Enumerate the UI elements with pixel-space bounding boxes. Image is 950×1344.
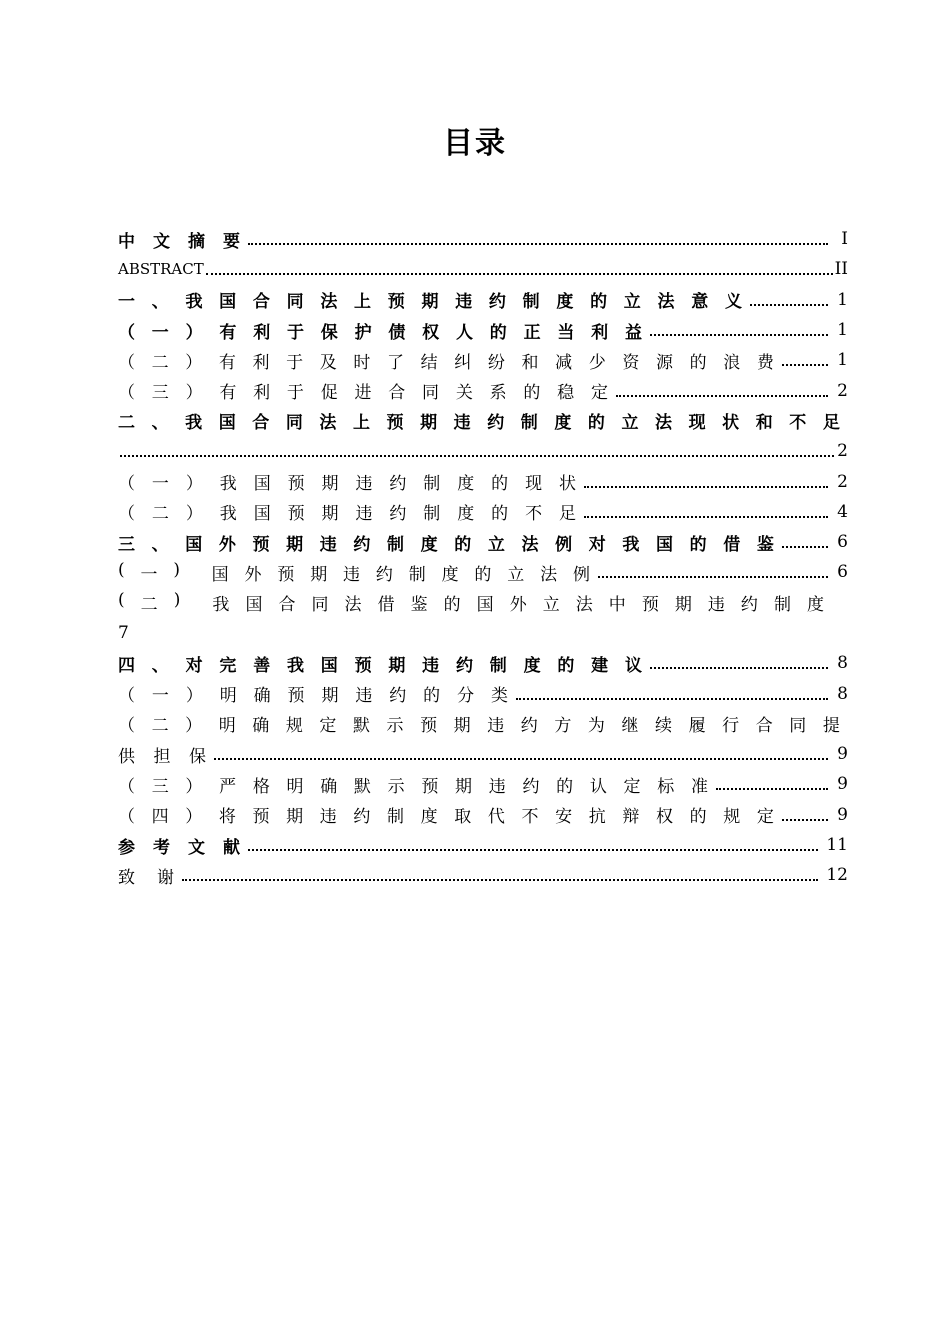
toc-page-number: 2 xyxy=(837,380,848,401)
dot-leader xyxy=(584,516,828,518)
dot-leader xyxy=(516,698,828,700)
toc-entry-continuation[interactable] xyxy=(118,739,848,769)
toc-entry-label: ( 一 ) 国 外 预 期 违 约 制 度 的 立 法 例 xyxy=(118,559,590,585)
toc-entry-label: （ 三 ） 有 利 于 促 进 合 同 关 系 的 稳 定 xyxy=(118,383,608,404)
toc-page-number: 4 xyxy=(837,501,848,522)
toc-entry-label: （ 二 ） 有 利 于 及 时 了 结 纠 纷 和 减 少 资 源 的 浪 费 xyxy=(118,352,774,373)
dot-leader xyxy=(182,879,818,881)
toc-entry[interactable] xyxy=(118,315,848,345)
toc-page-number: 1 xyxy=(837,350,848,371)
toc-entry-continuation[interactable] xyxy=(118,618,848,648)
toc-entry[interactable] xyxy=(118,345,848,375)
toc-entry-label: 致 谢 xyxy=(118,867,174,888)
toc-entry[interactable] xyxy=(118,678,848,708)
dot-leader xyxy=(248,243,828,245)
table-of-contents xyxy=(118,224,848,891)
page-title: 目录 xyxy=(443,126,507,161)
dot-leader xyxy=(120,455,834,457)
toc-entry[interactable] xyxy=(118,769,848,799)
toc-entry[interactable] xyxy=(118,466,848,496)
toc-entry-label: （ 一 ） 明 确 预 期 违 约 的 分 类 xyxy=(118,686,508,707)
dot-leader xyxy=(782,546,828,548)
toc-entry[interactable] xyxy=(118,406,848,436)
toc-page-number: 9 xyxy=(837,804,848,825)
toc-entry[interactable] xyxy=(118,860,848,890)
toc-entry-label: ( 二 ) 我 国 合 同 法 借 鉴 的 国 外 立 法 中 预 期 违 约 制 度 xyxy=(118,590,824,616)
dot-leader xyxy=(248,849,818,851)
toc-entry-label: （ 三 ） 严 格 明 确 默 示 预 期 违 约 的 认 定 标 准 xyxy=(118,776,708,797)
toc-page-number: 1 xyxy=(837,320,848,341)
toc-entry[interactable] xyxy=(118,800,848,830)
toc-entry[interactable] xyxy=(118,648,848,678)
toc-entry[interactable] xyxy=(118,588,848,618)
dot-leader xyxy=(214,758,828,760)
toc-page-number: 12 xyxy=(826,865,848,886)
toc-page-number: 9 xyxy=(837,774,848,795)
dot-leader xyxy=(650,667,828,669)
toc-entry-label: 参 考 文 献 xyxy=(118,837,240,858)
toc-entry[interactable] xyxy=(118,224,848,254)
toc-entry-label: （ 四 ） 将 预 期 违 约 制 度 取 代 不 安 抗 辩 权 的 规 定 xyxy=(118,807,774,828)
toc-entry[interactable] xyxy=(118,375,848,405)
toc-entry-label: （ 一 ） 我 国 预 期 违 约 制 度 的 现 状 xyxy=(118,474,576,495)
toc-page-number: 6 xyxy=(837,562,848,583)
toc-entry-label: ABSTRACT xyxy=(118,260,204,279)
toc-entry-label: 中 文 摘 要 xyxy=(118,231,240,252)
toc-page-number: 6 xyxy=(837,532,848,553)
toc-entry-label: （ 二 ） 我 国 预 期 违 约 制 度 的 不 足 xyxy=(118,504,576,525)
toc-entry-label: （ 一 ） 有 利 于 保 护 债 权 人 的 正 当 利 益 xyxy=(118,322,642,343)
toc-entry-label: （ 二 ） 明 确 规 定 默 示 预 期 违 约 方 为 继 续 履 行 合 同 提 xyxy=(118,716,840,737)
toc-entry-label: 一 、 我 国 合 同 法 上 预 期 违 约 制 度 的 立 法 意 义 xyxy=(118,292,742,313)
toc-page-number: 8 xyxy=(837,683,848,704)
toc-page-number: II xyxy=(834,259,848,280)
toc-entry[interactable] xyxy=(118,830,848,860)
dot-leader xyxy=(782,364,828,366)
dot-leader xyxy=(206,273,833,275)
toc-entry[interactable] xyxy=(118,527,848,557)
toc-page-number: 1 xyxy=(837,289,848,310)
toc-page-number: I xyxy=(841,229,848,250)
toc-page-number: 7 xyxy=(118,623,129,643)
dot-leader xyxy=(598,576,828,578)
toc-entry-label: 二 、 我 国 合 同 法 上 预 期 违 约 制 度 的 立 法 现 状 和 不 足 xyxy=(118,413,840,434)
toc-entry-label: 四 、 对 完 善 我 国 预 期 违 约 制 度 的 建 议 xyxy=(118,655,642,676)
toc-page-number: 8 xyxy=(837,653,848,674)
toc-entry[interactable] xyxy=(118,709,848,739)
toc-page-number: 2 xyxy=(837,441,848,462)
toc-entry-label: 三 、 国 外 预 期 违 约 制 度 的 立 法 例 对 我 国 的 借 鉴 xyxy=(118,534,774,555)
toc-page-number: 2 xyxy=(837,471,848,492)
dot-leader xyxy=(782,819,828,821)
dot-leader xyxy=(716,788,828,790)
dot-leader xyxy=(650,334,828,336)
toc-entry-label: 供 担 保 xyxy=(118,746,206,767)
toc-entry[interactable] xyxy=(118,285,848,315)
toc-entry[interactable] xyxy=(118,497,848,527)
toc-entry-continuation[interactable] xyxy=(118,436,848,466)
dot-leader xyxy=(750,304,828,306)
toc-page-number: 11 xyxy=(826,835,848,856)
toc-entry[interactable] xyxy=(118,254,848,284)
dot-leader xyxy=(584,486,828,488)
dot-leader xyxy=(616,395,828,397)
toc-page-number: 9 xyxy=(837,744,848,765)
toc-entry[interactable] xyxy=(118,557,848,587)
